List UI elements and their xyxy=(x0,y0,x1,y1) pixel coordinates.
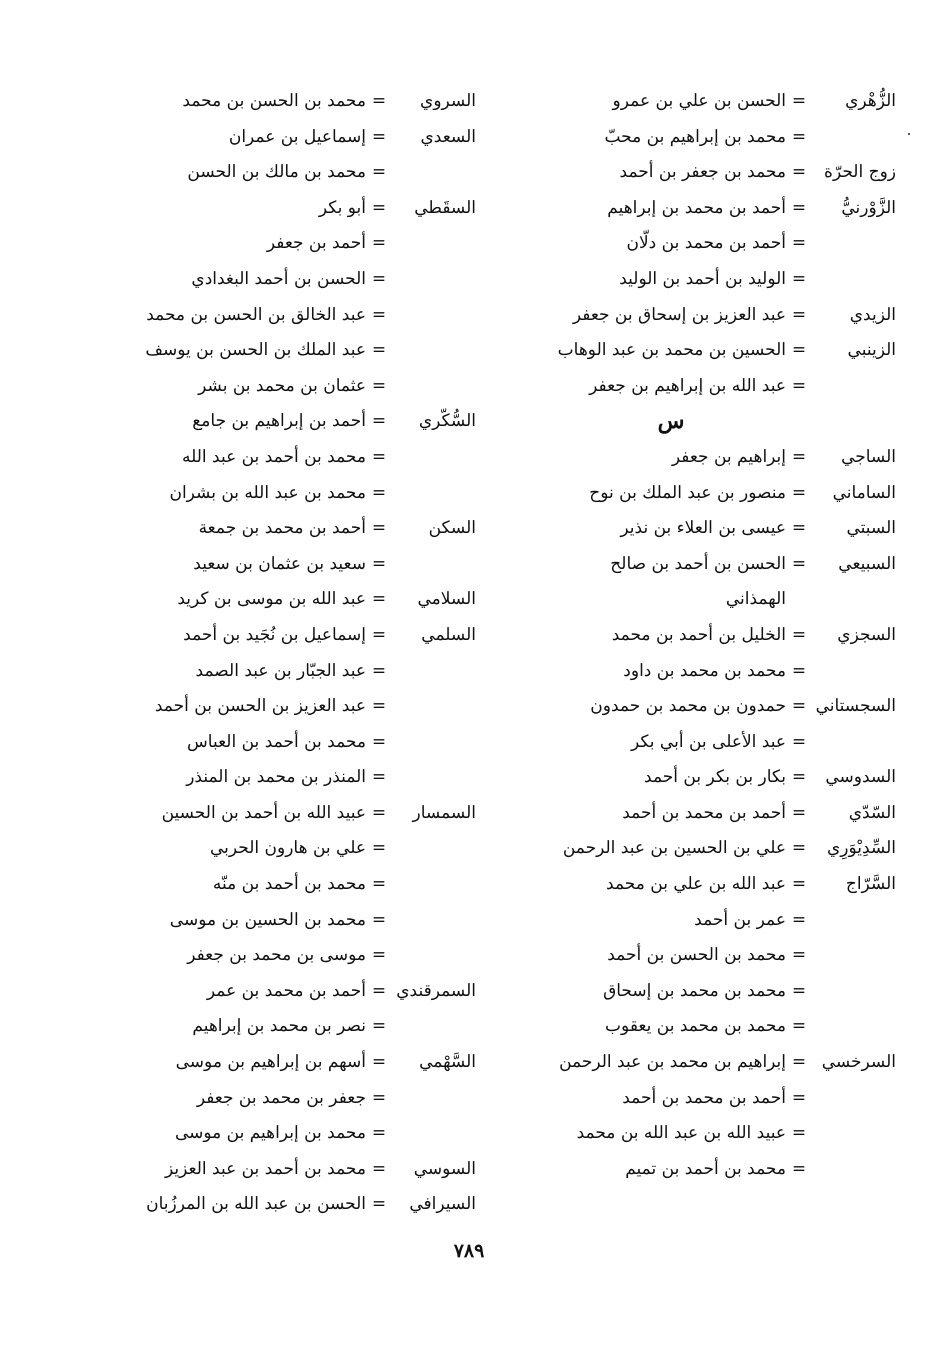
entry-equals-sign: = xyxy=(791,945,807,966)
entry-name: أحمد بن محمد بن أحمد xyxy=(622,1087,786,1108)
entry-nisba: السكن xyxy=(428,518,476,539)
index-entry xyxy=(46,1187,476,1223)
entry-name: عبد العزيز بن الحسن بن أحمد xyxy=(154,696,366,717)
entry-equals-sign: = xyxy=(371,1158,387,1179)
entry-equals-sign: = xyxy=(371,696,387,717)
index-entry xyxy=(486,1152,896,1188)
entry-equals-sign: = xyxy=(371,1052,387,1073)
entry-nisba: السقَطي xyxy=(414,197,476,218)
entry-name: عبد الملك بن الحسن بن يوسف xyxy=(145,340,366,361)
entry-equals-sign: = xyxy=(371,518,387,539)
entry-equals-sign: = xyxy=(791,624,807,645)
index-entry xyxy=(486,1045,896,1081)
entry-name: الحسن بن علي بن عمرو xyxy=(612,91,786,111)
entry-name: أحمد بن محمد بن جمعة xyxy=(198,518,366,539)
entry-equals-sign: = xyxy=(371,1123,387,1144)
index-entry xyxy=(46,903,476,939)
entry-equals-sign: = xyxy=(371,411,387,432)
entry-name: عبيد الله بن أحمد بن الحسين xyxy=(161,802,366,823)
entry-nisba: السمرقندي xyxy=(396,980,476,1001)
entry-nisba: السَّهْمي xyxy=(419,1052,476,1073)
entry-name: عمر بن أحمد xyxy=(694,909,786,930)
entry-nisba: السجستاني xyxy=(815,696,896,717)
entry-equals-sign: = xyxy=(371,624,387,645)
entry-equals-sign: = xyxy=(371,838,387,859)
entry-nisba: السرخسي xyxy=(821,1052,896,1073)
entry-nisba: السَّرّاج xyxy=(845,874,896,895)
entry-name: محمد بن جعفر بن أحمد xyxy=(619,162,786,183)
index-entry xyxy=(486,796,896,832)
index-entry xyxy=(486,867,896,903)
entry-equals-sign: = xyxy=(371,802,387,823)
entry-equals-sign: = xyxy=(791,838,807,859)
entry-equals-sign: = xyxy=(791,980,807,1001)
index-entry xyxy=(486,298,896,334)
index-entry xyxy=(486,155,896,191)
entry-equals-sign: = xyxy=(791,696,807,717)
index-entry xyxy=(46,369,476,405)
index-entry xyxy=(46,120,476,156)
entry-equals-sign: = xyxy=(371,589,387,610)
index-entry xyxy=(46,262,476,298)
entry-equals-sign: = xyxy=(371,233,387,254)
entry-name: عبد الأعلى بن أبي بكر xyxy=(631,731,786,752)
entry-equals-sign: = xyxy=(371,126,387,147)
entry-equals-sign: = xyxy=(791,375,807,396)
entry-equals-sign: = xyxy=(791,1123,807,1144)
entry-equals-sign: = xyxy=(791,268,807,289)
index-entry xyxy=(486,618,896,654)
entry-nisba: السبيعي xyxy=(838,553,896,574)
entry-name: موسى بن محمد بن جعفر xyxy=(187,945,366,966)
entry-name: محمد بن مالك بن الحسن xyxy=(187,162,366,183)
entry-name: أحمد بن محمد بن إبراهيم xyxy=(607,197,786,218)
entry-nisba: السعدي xyxy=(420,126,476,147)
entry-name: عبد الجبّار بن عبد الصمد xyxy=(195,660,366,681)
entry-equals-sign: = xyxy=(371,909,387,930)
entry-equals-sign: = xyxy=(791,482,807,503)
index-entry xyxy=(46,867,476,903)
entry-equals-sign: = xyxy=(371,1016,387,1037)
index-entry xyxy=(46,831,476,867)
entry-nisba: الزُّهْري xyxy=(845,91,896,111)
entry-name: علي بن هارون الحربي xyxy=(209,838,366,859)
entry-nisba: السدوسي xyxy=(825,767,896,788)
index-entry xyxy=(486,120,896,156)
entry-equals-sign: = xyxy=(791,553,807,574)
entry-equals-sign: = xyxy=(791,1052,807,1073)
entry-equals-sign: = xyxy=(791,909,807,930)
index-entry xyxy=(46,547,476,583)
index-column-right xyxy=(486,84,896,1187)
entry-name: محمد بن الحسين بن موسى xyxy=(169,909,366,930)
entry-nisba: السِّدِيْوَرِي xyxy=(826,838,896,859)
entry-name: علي بن الحسين بن عبد الرحمن xyxy=(562,838,786,859)
entry-equals-sign: = xyxy=(371,91,387,111)
entry-equals-sign: = xyxy=(371,1087,387,1108)
entry-name: عيسى بن العلاء بن نذير xyxy=(620,518,786,539)
entry-name: أسهم بن إبراهيم بن موسى xyxy=(175,1052,366,1073)
entry-equals-sign: = xyxy=(791,446,807,467)
index-entry xyxy=(46,938,476,974)
entry-name: محمد بن عبد الله بن بشران xyxy=(169,482,366,503)
index-entry-continuation xyxy=(486,582,896,618)
index-entry xyxy=(46,84,476,120)
entry-name: إبراهيم بن جعفر xyxy=(671,446,786,467)
entry-name: محمد بن إبراهيم بن موسى xyxy=(174,1123,366,1144)
index-column-left xyxy=(46,84,476,1223)
entry-name: إبراهيم بن محمد بن عبد الرحمن xyxy=(559,1052,786,1073)
index-entry xyxy=(46,1116,476,1152)
index-entry xyxy=(486,333,896,369)
entry-name: عبد الخالق بن الحسن بن محمد xyxy=(146,304,366,325)
index-entry xyxy=(486,440,896,476)
entry-nisba: زوج الحرّة xyxy=(824,162,896,183)
entry-name: الوليد بن أحمد بن الوليد xyxy=(619,268,786,289)
entry-nisba: الساماني xyxy=(832,482,896,503)
entry-equals-sign: = xyxy=(791,197,807,218)
entry-equals-sign: = xyxy=(371,553,387,574)
entry-nisba: السيرافي xyxy=(409,1194,476,1215)
index-entry xyxy=(486,511,896,547)
entry-equals-sign: = xyxy=(791,162,807,183)
index-entry xyxy=(46,1045,476,1081)
index-entry xyxy=(486,547,896,583)
entry-name: محمد بن أحمد بن تميم xyxy=(625,1158,786,1179)
index-entry xyxy=(486,903,896,939)
entry-name: محمد بن محمد بن إسحاق xyxy=(603,980,786,1001)
index-entry xyxy=(46,476,476,512)
entry-name: الخليل بن أحمد بن محمد xyxy=(611,624,786,645)
entry-nisba: السلمي xyxy=(421,624,476,645)
entry-equals-sign: = xyxy=(371,945,387,966)
entry-name: عبد الله بن علي بن محمد xyxy=(606,874,786,895)
entry-equals-sign: = xyxy=(371,446,387,467)
entry-name-continuation: الهمذاني xyxy=(725,589,786,610)
index-entry xyxy=(46,404,476,440)
index-entry xyxy=(46,440,476,476)
entry-equals-sign: = xyxy=(371,304,387,325)
entry-name: محمد بن الحسن بن أحمد xyxy=(607,945,786,966)
entry-equals-sign: = xyxy=(371,1194,387,1215)
entry-equals-sign: = xyxy=(791,233,807,254)
entry-nisba: السلامي xyxy=(417,589,476,610)
entry-nisba: السجزي xyxy=(837,624,896,645)
entry-name: عبد العزيز بن إسحاق بن جعفر xyxy=(572,304,786,325)
entry-equals-sign: = xyxy=(791,340,807,361)
index-entry xyxy=(486,84,896,120)
entry-name: محمد بن إبراهيم بن محبّ xyxy=(604,126,786,147)
entry-name: أبو بكر xyxy=(318,197,366,218)
index-page xyxy=(0,84,938,1234)
index-entry xyxy=(46,654,476,690)
index-entry xyxy=(486,476,896,512)
entry-nisba: السُّكّري xyxy=(418,411,476,432)
entry-equals-sign: = xyxy=(371,268,387,289)
index-entry xyxy=(46,974,476,1010)
entry-name: عبد الله بن موسى بن كريد xyxy=(177,589,366,610)
letter-heading-text: س xyxy=(657,408,685,435)
index-entry xyxy=(486,369,896,405)
entry-name: أحمد بن جعفر xyxy=(266,233,366,254)
index-entry xyxy=(486,654,896,690)
entry-nisba: الساجي xyxy=(841,446,896,467)
entry-equals-sign: = xyxy=(791,874,807,895)
entry-name: محمد بن أحمد بن عبد العزيز xyxy=(165,1158,366,1179)
index-entry xyxy=(486,1116,896,1152)
entry-name: محمد بن أحمد بن منّه xyxy=(212,874,366,895)
index-entry xyxy=(46,155,476,191)
index-entry xyxy=(486,262,896,298)
index-entry xyxy=(486,1009,896,1045)
index-entry xyxy=(486,938,896,974)
entry-equals-sign: = xyxy=(371,767,387,788)
entry-equals-sign: = xyxy=(371,197,387,218)
page-number: ٧٨٩ xyxy=(453,1240,485,1262)
entry-name: نصر بن محمد بن إبراهيم xyxy=(192,1016,366,1037)
entry-equals-sign: = xyxy=(371,980,387,1001)
index-entry xyxy=(46,1152,476,1188)
entry-name: منصور بن عبد الملك بن نوح xyxy=(589,482,786,503)
entry-name: الحسن بن عبد الله بن المرزُبان xyxy=(146,1194,366,1215)
entry-equals-sign: = xyxy=(791,1087,807,1108)
entry-name: أحمد بن محمد بن دلّان xyxy=(626,233,786,254)
entry-name: عثمان بن محمد بن بشر xyxy=(198,375,366,396)
entry-nisba: الزَّوْرنيُّ xyxy=(841,197,896,218)
entry-equals-sign: = xyxy=(371,874,387,895)
index-entry xyxy=(46,760,476,796)
entry-equals-sign: = xyxy=(791,1158,807,1179)
index-entry xyxy=(46,725,476,761)
entry-nisba: السروي xyxy=(420,91,476,111)
entry-equals-sign: = xyxy=(791,802,807,823)
entry-equals-sign: = xyxy=(791,767,807,788)
entry-name: إسماعيل بن عمران xyxy=(228,126,366,147)
entry-name: محمد بن أحمد بن عبد الله xyxy=(181,446,366,467)
index-entry xyxy=(46,582,476,618)
entry-equals-sign: = xyxy=(791,1016,807,1037)
index-entry xyxy=(46,298,476,334)
entry-name: أحمد بن محمد بن أحمد xyxy=(622,802,786,823)
index-entry xyxy=(46,333,476,369)
entry-equals-sign: = xyxy=(371,340,387,361)
entry-name: حمدون بن محمد بن حمدون xyxy=(590,696,786,717)
entry-equals-sign: = xyxy=(791,126,807,147)
entry-name: محمد بن الحسن بن محمد xyxy=(182,91,366,111)
margin-mark xyxy=(908,133,910,135)
entry-name: إسماعيل بن نُجَيد بن أحمد xyxy=(183,624,366,645)
entry-name: عبد الله بن إبراهيم بن جعفر xyxy=(589,375,786,396)
entry-equals-sign: = xyxy=(791,91,807,111)
entry-equals-sign: = xyxy=(371,375,387,396)
entry-name: عبيد الله بن عبد الله بن محمد xyxy=(576,1123,786,1144)
index-entry xyxy=(486,226,896,262)
index-entry xyxy=(46,226,476,262)
index-entry xyxy=(486,760,896,796)
entry-nisba: السمسار xyxy=(412,802,476,823)
entry-equals-sign: = xyxy=(791,731,807,752)
index-entry xyxy=(486,689,896,725)
index-entry xyxy=(46,618,476,654)
entry-name: بكار بن بكر بن أحمد xyxy=(644,767,786,788)
entry-name: محمد بن محمد بن يعقوب xyxy=(605,1016,786,1037)
entry-equals-sign: = xyxy=(371,482,387,503)
entry-name: أحمد بن إبراهيم بن جامع xyxy=(192,411,366,432)
index-entry xyxy=(486,831,896,867)
entry-name: أحمد بن محمد بن عمر xyxy=(206,980,366,1001)
entry-name: محمد بن أحمد بن العباس xyxy=(187,731,366,752)
index-entry xyxy=(486,191,896,227)
entry-name: الحسن بن أحمد بن صالح xyxy=(610,553,786,574)
entry-name: المنذر بن محمد بن المنذر xyxy=(186,767,366,788)
entry-nisba: السّدّي xyxy=(848,802,896,823)
entry-equals-sign: = xyxy=(791,304,807,325)
index-entry xyxy=(486,1081,896,1117)
index-entry xyxy=(46,191,476,227)
entry-equals-sign: = xyxy=(371,162,387,183)
index-entry xyxy=(46,511,476,547)
entry-equals-sign: = xyxy=(791,660,807,681)
index-entry xyxy=(486,725,896,761)
entry-name: الحسن بن أحمد البغدادي xyxy=(191,268,366,289)
letter-heading xyxy=(486,404,896,440)
entry-nisba: السبتي xyxy=(846,518,896,539)
index-entry xyxy=(46,689,476,725)
entry-name: سعيد بن عثمان بن سعيد xyxy=(193,553,366,574)
entry-equals-sign: = xyxy=(371,660,387,681)
entry-name: محمد بن محمد بن داود xyxy=(623,660,786,681)
entry-name: الحسين بن محمد بن عبد الوهاب xyxy=(557,340,786,361)
index-entry xyxy=(46,796,476,832)
entry-equals-sign: = xyxy=(371,731,387,752)
entry-nisba: السوسي xyxy=(413,1158,476,1179)
index-entry xyxy=(46,1009,476,1045)
index-entry xyxy=(46,1081,476,1117)
entry-nisba: الزينبي xyxy=(847,340,896,361)
index-entry xyxy=(486,974,896,1010)
entry-nisba: الزيدي xyxy=(849,304,896,325)
entry-name: جعفر بن محمد بن جعفر xyxy=(196,1087,366,1108)
entry-equals-sign: = xyxy=(791,518,807,539)
